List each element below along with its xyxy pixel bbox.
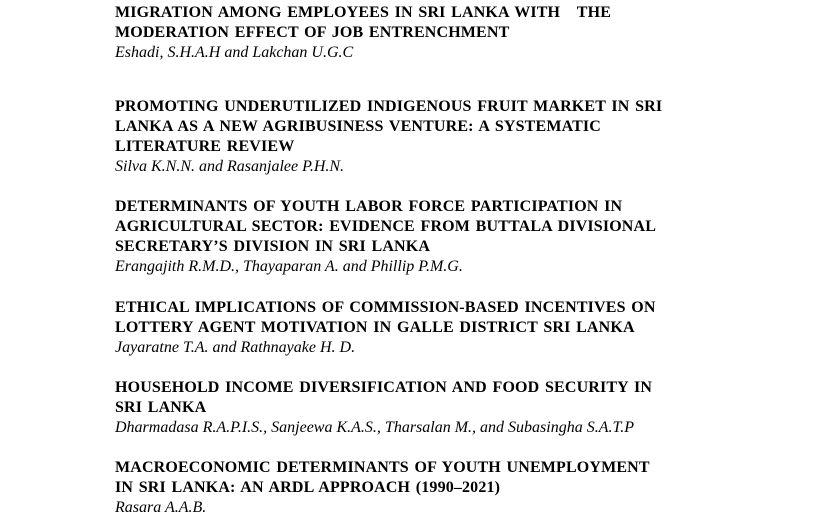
- title-line: HOUSEHOLD INCOME DIVERSIFICATION AND FOOD SECURITY IN: [115, 379, 653, 396]
- title-line: SRI LANKA: [115, 399, 207, 416]
- title-line: AGRICULTURAL SECTOR: EVIDENCE FROM BUTTALA DIVISIONAL: [115, 218, 657, 235]
- paper-authors: Eshadi, S.H.A.H and Lakchan U.G.C: [115, 44, 354, 61]
- title-line: IN SRI LANKA: AN ARDL APPROACH (1990–2021): [115, 479, 501, 496]
- paper-authors: Rasara A.A.B.: [115, 499, 207, 516]
- title-line: PROMOTING UNDERUTILIZED INDIGENOUS FRUIT MARKET IN SRI: [115, 98, 663, 115]
- paper-entry-6: [115, 458, 705, 518]
- paper-entry-2: [115, 97, 705, 177]
- title-line: MODERATION EFFECT OF JOB ENTRENCHMENT: [115, 24, 510, 41]
- paper-title: [115, 97, 705, 157]
- paper-title: [115, 458, 705, 498]
- paper-title: [115, 0, 705, 43]
- paper-authors: Erangajith R.M.D., Thayaparan A. and Phillip P.M.G.: [115, 258, 463, 275]
- title-line: LITERATURE REVIEW: [115, 138, 295, 155]
- paper-entry-4: [115, 298, 705, 358]
- title-line: MACROECONOMIC DETERMINANTS OF YOUTH UNEMPLOYMENT: [115, 459, 650, 476]
- document-page: [115, 0, 705, 516]
- title-line: MIGRATION AMONG EMPLOYEES IN SRI LANKA WITH THE: [115, 4, 612, 21]
- paper-authors: Silva K.N.N. and Rasanjalee P.H.N.: [115, 158, 345, 175]
- paper-title: [115, 197, 705, 257]
- paper-entry-3: [115, 197, 705, 277]
- paper-authors: Dharmadasa R.A.P.I.S., Sanjeewa K.A.S., Tharsalan M., and Subasingha S.A.T.P: [115, 419, 634, 436]
- title-line: LOTTERY AGENT MOTIVATION IN GALLE DISTRICT SRI LANKA: [115, 319, 635, 336]
- paper-entry-1: [115, 0, 705, 63]
- paper-entry-5: [115, 378, 705, 438]
- title-line: ETHICAL IMPLICATIONS OF COMMISSION-BASED INCENTIVES ON: [115, 299, 656, 316]
- paper-title: [115, 378, 705, 418]
- title-line: DETERMINANTS OF YOUTH LABOR FORCE PARTICIPATION IN: [115, 198, 623, 215]
- paper-authors: Jayaratne T.A. and Rathnayake H. D.: [115, 339, 356, 356]
- title-line: SECRETARY’S DIVISION IN SRI LANKA: [115, 238, 431, 255]
- paper-title: [115, 298, 705, 338]
- title-line: LANKA AS A NEW AGRIBUSINESS VENTURE: A SYSTEMATIC: [115, 118, 601, 135]
